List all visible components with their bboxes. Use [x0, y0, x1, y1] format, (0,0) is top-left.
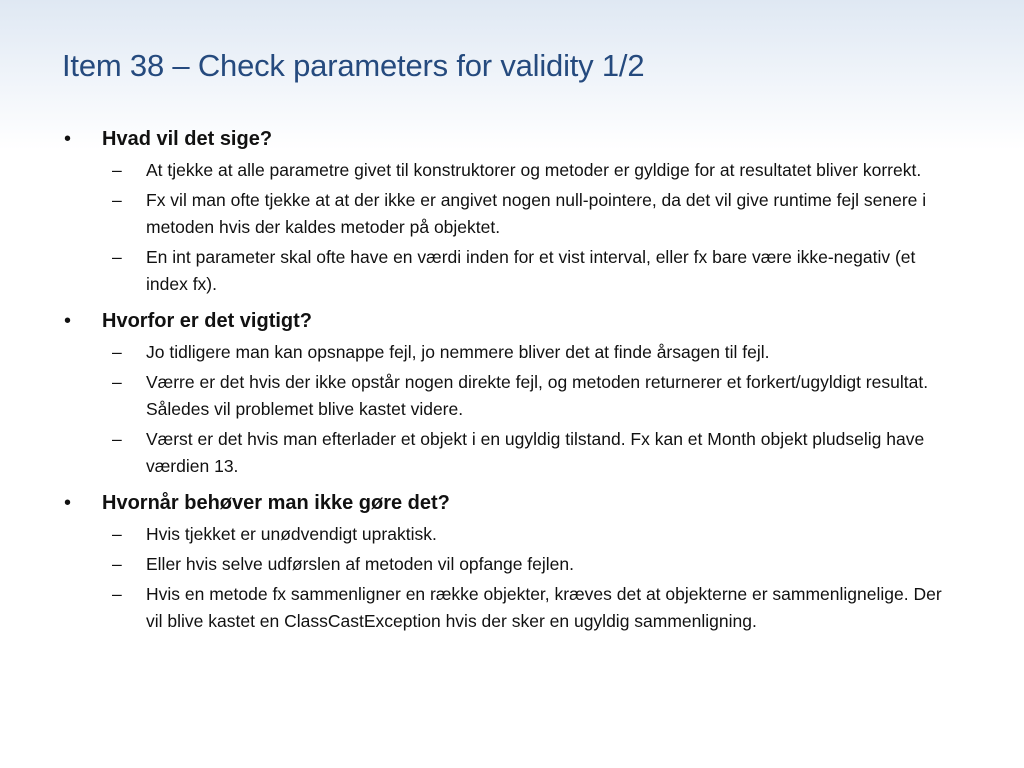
slide-content	[62, 124, 962, 635]
bullet-heading: Hvorfor er det vigtigt?	[102, 310, 313, 332]
sub-item-text: Værre er det hvis der ikke opstår nogen direkte fejl, og metoden returnerer et forkert/ugyldigt resultat. Således vil problemet blive kastet videre.	[146, 372, 929, 419]
bullet-heading: Hvad vil det sige?	[102, 128, 273, 150]
sub-item-text: Eller hvis selve udførslen af metoden vil opfange fejlen.	[146, 554, 575, 574]
sub-item	[62, 187, 962, 241]
sub-item	[62, 157, 962, 184]
sub-list	[62, 157, 962, 298]
dash-icon: –	[112, 554, 122, 574]
bullet-icon: •	[64, 310, 72, 332]
dash-icon: –	[112, 584, 122, 604]
section-when-not	[62, 488, 962, 635]
sub-item-text: At tjekke at alle parametre givet til konstruktorer og metoder er gyldige for at resultatet bliver korrekt.	[146, 160, 922, 180]
dash-icon: –	[112, 372, 122, 392]
bullet-icon: •	[64, 492, 72, 514]
dash-icon: –	[112, 247, 122, 267]
dash-icon: –	[112, 524, 122, 544]
bullet-heading: Hvornår behøver man ikke gøre det?	[102, 492, 450, 514]
sub-item-text: Hvis en metode fx sammenligner en række objekter, kræves det at objekterne er sammenlignelige. Der vil blive kastet en ClassCastException hvis der sker en ugyldig sammenligning.	[146, 584, 942, 631]
sub-item	[62, 369, 962, 423]
sub-item	[62, 581, 962, 635]
section-why	[62, 306, 962, 480]
slide-title: Item 38 – Check parameters for validity 1/2	[62, 48, 645, 83]
sub-item-text: En int parameter skal ofte have en værdi inden for et vist interval, eller fx bare være ikke-negativ (et index fx).	[146, 247, 916, 294]
bullet-icon: •	[64, 128, 72, 150]
dash-icon: –	[112, 342, 122, 362]
sub-item	[62, 339, 962, 366]
sub-item-text: Jo tidligere man kan opsnappe fejl, jo nemmere bliver det at finde årsagen til fejl.	[146, 342, 770, 362]
sub-list	[62, 339, 962, 480]
dash-icon: –	[112, 429, 122, 449]
dash-icon: –	[112, 160, 122, 180]
sub-list	[62, 521, 962, 635]
sub-item	[62, 426, 962, 480]
dash-icon: –	[112, 190, 122, 210]
sub-item-text: Hvis tjekket er unødvendigt upraktisk.	[146, 524, 437, 544]
sub-item-text: Værst er det hvis man efterlader et objekt i en ugyldig tilstand. Fx kan et Month objekt pludselig have værdien 13.	[146, 429, 925, 476]
bullet-item	[62, 306, 962, 336]
bullet-item	[62, 488, 962, 518]
section-what	[62, 124, 962, 298]
sub-item	[62, 521, 962, 548]
sub-item	[62, 244, 962, 298]
sub-item	[62, 551, 962, 578]
sub-item-text: Fx vil man ofte tjekke at at der ikke er angivet nogen null-pointere, da det vil give runtime fejl senere i metoden hvis der kaldes metoder på objektet.	[146, 190, 927, 237]
bullet-item	[62, 124, 962, 154]
